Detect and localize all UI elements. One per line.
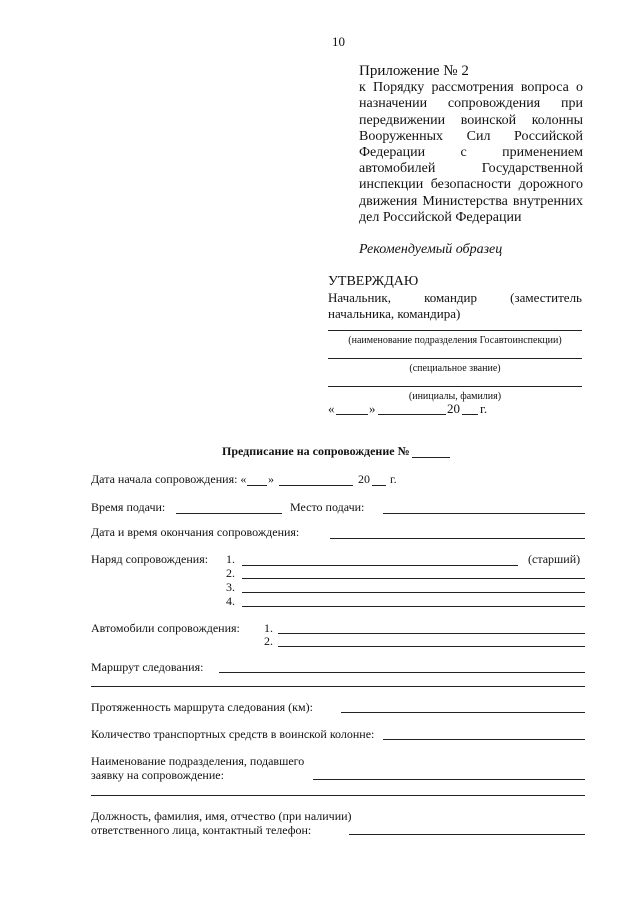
approval-date-open: « bbox=[328, 401, 335, 416]
start-year-prefix: 20 bbox=[358, 472, 370, 486]
escort-number-3: 3. bbox=[226, 580, 235, 594]
start-date-label: Дата начала сопровождения: « bbox=[91, 472, 247, 486]
escort-squad-label: Наряд сопровождения: bbox=[91, 552, 209, 566]
responsible-field[interactable] bbox=[349, 834, 585, 835]
unit-name-line[interactable] bbox=[328, 330, 582, 331]
escort-member-4-field[interactable] bbox=[242, 606, 585, 607]
start-month-field[interactable] bbox=[279, 485, 353, 486]
escort-vehicles-label: Автомобили сопровождения: bbox=[91, 621, 240, 635]
escort-member-1-field[interactable] bbox=[242, 565, 518, 566]
requesting-unit-label-2: заявку на сопровождение: bbox=[91, 768, 224, 782]
approval-year-prefix: 20 bbox=[447, 401, 460, 416]
arrival-place-field[interactable] bbox=[383, 513, 585, 514]
end-datetime-label: Дата и время окончания сопровождения: bbox=[91, 525, 300, 539]
escort-number-4: 4. bbox=[226, 594, 235, 608]
route-field-continuation[interactable] bbox=[91, 686, 585, 687]
document-number-field[interactable] bbox=[412, 457, 450, 458]
approval-position-line1: Начальник, командир (заместитель bbox=[328, 290, 582, 305]
rank-line[interactable] bbox=[328, 358, 582, 359]
unit-name-caption: (наименование подразделения Госавтоинспекции) bbox=[348, 335, 562, 346]
requesting-unit-field-continuation[interactable] bbox=[91, 795, 585, 796]
senior-label: (старший) bbox=[528, 552, 581, 566]
appendix-block bbox=[359, 63, 583, 226]
page-number: 10 bbox=[332, 34, 345, 49]
start-day-field[interactable] bbox=[247, 485, 267, 486]
arrival-place-label: Место подачи: bbox=[290, 500, 365, 514]
approval-year-suffix: г. bbox=[480, 401, 488, 416]
name-line[interactable] bbox=[328, 386, 582, 387]
responsible-label-2: ответственного лица, контактный телефон: bbox=[91, 823, 312, 837]
vehicle-count-label: Количество транспортных средств в воинской колонне: bbox=[91, 727, 375, 741]
recommended-sample-label: Рекомендуемый образец bbox=[359, 242, 503, 257]
escort-number-1: 1. bbox=[226, 552, 235, 566]
responsible-label-1: Должность, фамилия, имя, отчество (при наличии) bbox=[91, 809, 352, 823]
appendix-title: Приложение № 2 bbox=[359, 63, 469, 79]
route-length-field[interactable] bbox=[341, 712, 585, 713]
requesting-unit-label-1: Наименование подразделения, подавшего bbox=[91, 754, 305, 768]
arrival-time-field[interactable] bbox=[176, 513, 282, 514]
document-title: Предписание на сопровождение № bbox=[222, 444, 410, 458]
escort-vehicle-1-field[interactable] bbox=[278, 633, 585, 634]
escort-member-3-field[interactable] bbox=[242, 592, 585, 593]
approval-position-line2: начальника, командира) bbox=[328, 306, 461, 321]
route-field[interactable] bbox=[219, 672, 585, 673]
arrival-time-label: Время подачи: bbox=[91, 500, 166, 514]
route-length-label: Протяженность маршрута следования (км): bbox=[91, 700, 313, 714]
approval-block bbox=[328, 273, 582, 322]
vehicle-number-1: 1. bbox=[264, 621, 273, 635]
approval-month-field[interactable] bbox=[378, 414, 446, 415]
approval-year-field[interactable] bbox=[462, 414, 478, 415]
start-date-close: » bbox=[268, 472, 274, 486]
vehicle-number-2: 2. bbox=[264, 634, 273, 648]
start-year-suffix: г. bbox=[390, 472, 397, 486]
escort-member-2-field[interactable] bbox=[242, 578, 585, 579]
approval-day-field[interactable] bbox=[336, 414, 368, 415]
name-caption: (инициалы, фамилия) bbox=[408, 391, 502, 402]
vehicle-count-field[interactable] bbox=[383, 739, 585, 740]
requesting-unit-field[interactable] bbox=[313, 779, 585, 780]
end-datetime-field[interactable] bbox=[330, 538, 585, 539]
route-label: Маршрут следования: bbox=[91, 660, 204, 674]
escort-vehicle-2-field[interactable] bbox=[278, 646, 585, 647]
escort-number-2: 2. bbox=[226, 566, 235, 580]
approval-heading: УТВЕРЖДАЮ bbox=[328, 274, 419, 289]
rank-caption: (специальное звание) bbox=[409, 363, 501, 374]
approval-date-close: » bbox=[369, 401, 376, 416]
start-year-field[interactable] bbox=[372, 485, 386, 486]
appendix-text: к Порядку рассмотрения вопроса о назначении сопровождения при передвижении воинской колонны Вооруженных Сил Российской Федерации с применением автомобилей Государственной инспекции безопасности дорожного движения Министерства внутренних дел Российской Федерации bbox=[359, 80, 583, 225]
